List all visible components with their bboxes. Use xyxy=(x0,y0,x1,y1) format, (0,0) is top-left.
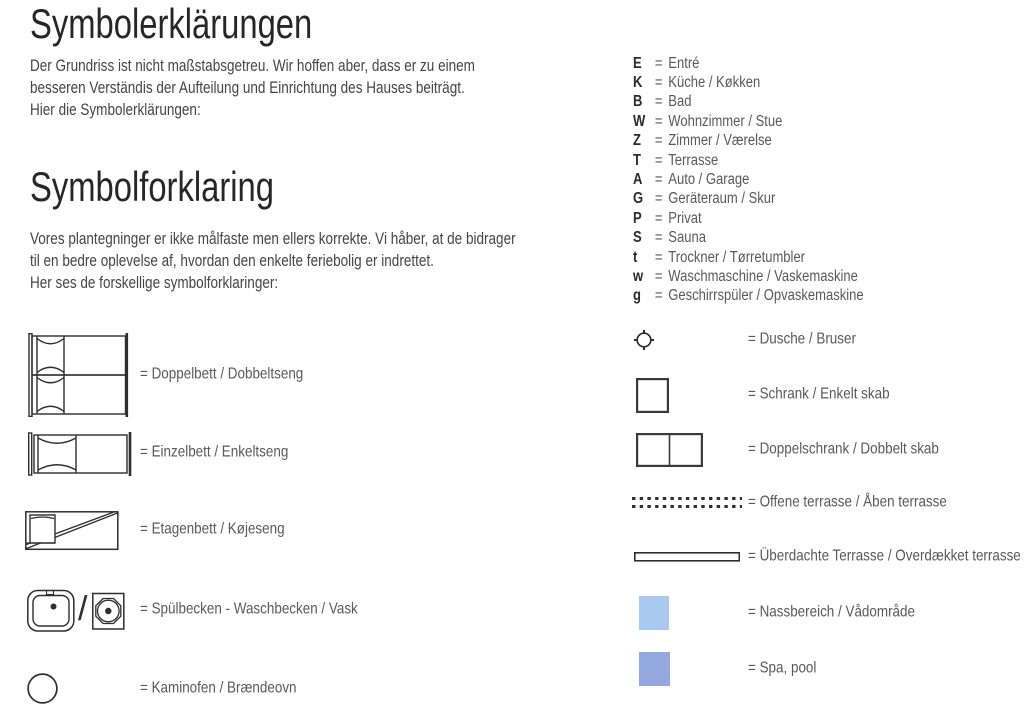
legend-item-sink xyxy=(27,588,587,632)
legend-item-open-terrace xyxy=(631,493,1011,511)
sink-square-icon xyxy=(92,592,125,630)
abbreviation-row xyxy=(633,170,864,189)
abbreviation-row xyxy=(633,267,864,286)
equals-sign: = xyxy=(654,287,663,305)
slash-separator: / xyxy=(78,590,88,628)
abbr-letter: T xyxy=(633,151,641,169)
equals-sign: = xyxy=(654,151,663,169)
legend-label: = Dusche / Bruser xyxy=(748,330,856,348)
abbr-letter: S xyxy=(633,229,642,247)
abbr-letter: A xyxy=(633,171,643,189)
legend-item-wet-area xyxy=(639,596,1019,630)
abbr-letter: W xyxy=(633,112,646,130)
intro-german-line: besseren Verständis der Aufteilung und Einrichtung des Hauses beiträgt. xyxy=(30,79,465,97)
legend-item-covered-terrace xyxy=(634,547,1021,565)
equals-sign: = xyxy=(654,93,663,111)
legend-item-bunk-bed xyxy=(25,511,585,549)
abbr-label: Sauna xyxy=(668,229,706,247)
equals-sign: = xyxy=(654,209,663,227)
spa-pool-swatch xyxy=(639,652,670,686)
legend-label: = Spa, pool xyxy=(748,659,817,677)
abbr-letter: E xyxy=(633,54,642,72)
abbr-label: Terrasse xyxy=(668,151,719,169)
abbr-label: Waschmaschine / Vaskemaskine xyxy=(668,267,858,285)
legend-item-double-cabinet xyxy=(636,433,1016,467)
abbr-label: Bad xyxy=(668,93,692,111)
sink-round-icon xyxy=(27,588,75,632)
legend-label: = Doppelschrank / Dobbelt skab xyxy=(748,440,939,458)
bunk-bed-icon xyxy=(25,511,119,551)
equals-sign: = xyxy=(654,54,663,72)
shower-icon xyxy=(633,329,655,351)
equals-sign: = xyxy=(654,190,663,208)
legend-label: = Überdachte Terrasse / Overdækket terrasse xyxy=(748,547,1021,565)
spa-pool-color xyxy=(639,652,670,686)
abbreviation-row xyxy=(633,93,864,112)
legend-item-double-bed xyxy=(28,333,588,416)
abbr-letter: Z xyxy=(633,132,641,150)
abbr-letter: w xyxy=(633,267,644,285)
double-bed-icon xyxy=(28,333,130,417)
equals-sign: = xyxy=(654,229,663,247)
abbr-label: Geschirrspüler / Opvaskemaskine xyxy=(668,287,864,305)
intro-danish-line: Vores plantegninger er ikke målfaste men ellers korrekte. Vi håber, at de bidrager xyxy=(30,230,516,248)
abbr-label: Geräteraum / Skur xyxy=(668,190,776,208)
legend-label: = Spülbecken - Waschbecken / Vask xyxy=(140,600,358,618)
abbreviation-row xyxy=(633,248,864,267)
legend-item-spa-pool xyxy=(639,652,1019,686)
legend-label: = Etagenbett / Køjeseng xyxy=(140,520,285,538)
abbr-label: Privat xyxy=(668,209,702,227)
abbr-label: Entré xyxy=(668,54,700,72)
abbreviation-row xyxy=(633,151,864,170)
equals-sign: = xyxy=(654,132,663,150)
legend-item-shower xyxy=(633,329,1013,351)
single-bed-icon xyxy=(28,432,134,476)
abbr-label: Auto / Garage xyxy=(668,171,750,189)
abbr-letter: P xyxy=(633,209,642,227)
legend-item-single-bed xyxy=(28,432,588,474)
abbreviation-row xyxy=(633,112,864,131)
equals-sign: = xyxy=(654,248,663,266)
page-title-german: Symbolerklärungen xyxy=(30,0,313,47)
abbr-letter: K xyxy=(633,74,643,92)
intro-danish xyxy=(30,228,516,294)
intro-danish-line: til en bedre oplevelse af, hvordan den enkelte feriebolig er indrettet. xyxy=(30,252,434,270)
double-cabinet-icon xyxy=(636,433,703,467)
legend-item-cabinet xyxy=(636,378,1016,412)
abbreviation-row xyxy=(633,190,864,209)
intro-german-line: Der Grundriss ist nicht maßstabsgetreu. Wir hoffen aber, dass er zu einem xyxy=(30,57,475,75)
abbreviation-row xyxy=(633,132,864,151)
intro-german-line: Hier die Symbolerklärungen: xyxy=(30,101,201,119)
abbr-letter: B xyxy=(633,93,643,111)
abbreviation-row xyxy=(633,229,864,248)
intro-danish-line: Her ses de forskellige symbolforklaringer: xyxy=(30,274,279,292)
legend-label: = Schrank / Enkelt skab xyxy=(748,385,890,403)
abbr-label: Zimmer / Værelse xyxy=(668,132,772,150)
abbreviation-row xyxy=(633,73,864,92)
cabinet-icon xyxy=(636,378,669,413)
abbr-letter: t xyxy=(633,248,638,266)
legend-label: = Kaminofen / Brændeovn xyxy=(140,679,297,697)
equals-sign: = xyxy=(654,74,663,92)
wet-area-color xyxy=(639,596,669,630)
equals-sign: = xyxy=(654,112,663,130)
abbreviation-row xyxy=(633,54,864,73)
wood-stove-icon xyxy=(27,673,58,704)
legend-item-wood-stove xyxy=(27,673,587,704)
legend-label: = Doppelbett / Dobbeltseng xyxy=(140,365,304,383)
abbreviation-list xyxy=(633,54,864,306)
abbr-label: Küche / Køkken xyxy=(668,74,761,92)
equals-sign: = xyxy=(654,171,663,189)
legend-label: = Offene terrasse / Åben terrasse xyxy=(748,493,947,511)
abbr-letter: g xyxy=(633,287,641,305)
legend-label: = Einzelbett / Enkeltseng xyxy=(140,443,289,461)
intro-german xyxy=(30,55,475,121)
abbr-label: Wohnzimmer / Stue xyxy=(668,112,783,130)
equals-sign: = xyxy=(654,267,663,285)
abbreviation-row xyxy=(633,287,864,306)
wet-area-swatch xyxy=(639,596,669,630)
abbr-letter: G xyxy=(633,190,644,208)
open-terrace-icon xyxy=(631,496,743,510)
abbr-label: Trockner / Tørretumbler xyxy=(668,248,806,266)
page-title-danish: Symbolforklaring xyxy=(30,163,274,210)
legend-label: = Nassbereich / Vådområde xyxy=(748,603,915,621)
abbreviation-row xyxy=(633,209,864,228)
covered-terrace-icon xyxy=(634,552,740,562)
